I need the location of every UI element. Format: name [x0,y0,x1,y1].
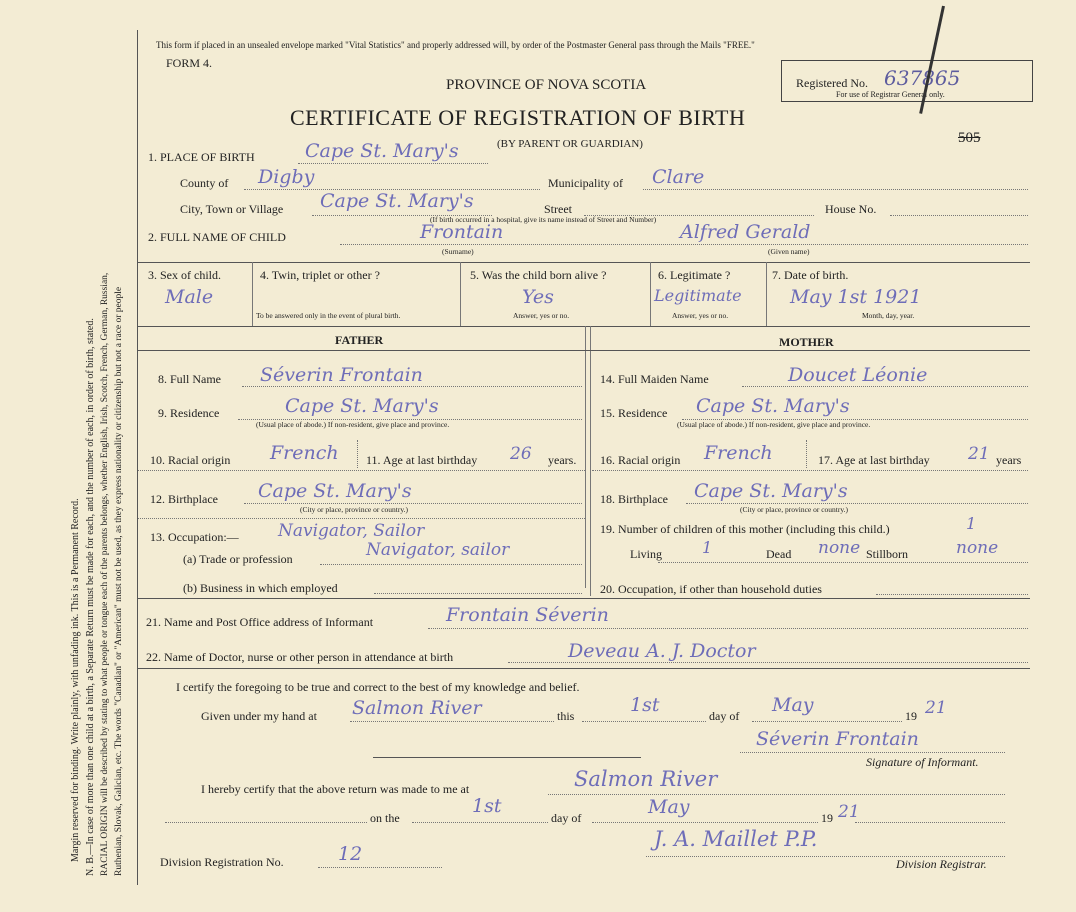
place-of-birth-label: 1. PLACE OF BIRTH [148,150,255,164]
place-of-birth-value: Cape St. Mary's [305,140,459,162]
registrar-place-value: Salmon River [574,767,718,791]
margin-note-racial: RACIAL ORIGIN will be described by stating to what people or tongue each of the parents belongs, whether English, Irish, Scotch, French, German, Russian, [100,272,110,876]
row3-div-2 [460,262,461,326]
division-label: Division Registration No. [160,855,284,869]
registrar-day-line [412,822,548,823]
mother-birthplace-caption: (City or place, province or country.) [740,505,849,514]
father-trade-value: Navigator, sailor [366,540,510,560]
given-place-value: Salmon River [352,697,482,719]
stillborn-value: none [956,538,999,558]
certify-separator [373,757,641,758]
informant-line [428,628,1028,629]
registrar-year-value: 21 [838,802,860,822]
living-label: Living [630,547,662,561]
row3-div-4 [766,262,767,326]
heading-underline [138,350,1030,351]
doctor-label: 22. Name of Doctor, nurse or other person in attendance at birth [146,650,454,664]
father-racial-line [138,470,585,471]
mother-age-value: 21 [968,444,990,464]
mother-residence-label: 15. Residence [600,406,668,420]
parents-bottom-line [138,598,1030,599]
county-value: Digby [258,166,315,188]
father-age-label: 11. Age at last birthday [366,453,478,467]
mother-racial-line [592,470,1028,471]
father-occupation-label: 13. Occupation:— [150,530,239,544]
father-birthplace-label: 12. Birthplace [150,492,218,506]
mother-occupation-line [876,594,1028,595]
mother-children-line [658,562,1028,563]
informant-signature: Séverin Frontain [756,728,919,750]
given-place-line [350,721,554,722]
mother-heading: MOTHER [779,335,834,349]
father-birthplace-line [244,503,582,504]
house-label: House No. [825,202,877,216]
doctor-bottom-line [138,668,1030,669]
father-occupation-value: Navigator, Sailor [278,521,425,541]
father-name-label: 8. Full Name [158,372,221,386]
registrar-on-the-label: on the [370,811,400,825]
certificate-title: CERTIFICATE OF REGISTRATION OF BIRTH [290,105,746,130]
street-label: Street [544,202,572,216]
child-surname: Frontain [420,221,504,243]
father-residence-value: Cape St. Mary's [285,395,439,417]
given-caption: (Given name) [768,247,810,256]
father-age-value: 26 [510,444,532,464]
parents-divider-b [590,326,591,596]
informant-value: Frontain Séverin [446,604,609,626]
form-number: FORM 4. [166,56,213,70]
row3-bottom-line [138,326,1030,327]
child-name-line [340,244,1028,245]
division-line [318,867,442,868]
certificate-subtitle: (BY PARENT OR GUARDIAN) [497,138,643,150]
margin-note-binding: Margin reserved for binding. Write plainly, with unfading ink. This is a Permanent Record. [70,498,81,862]
child-name-label: 2. FULL NAME OF CHILD [148,230,286,244]
mail-notice: This form if placed in an unsealed envelope marked "Vital Statistics" and properly addressed will, by order of the Postmaster General pass through the Mails "FREE." [156,40,755,50]
division-value: 12 [338,843,363,865]
mother-birthplace-line [686,503,1028,504]
row3-div-1 [252,262,253,326]
mother-children-value: 1 [966,514,977,533]
mother-residence-value: Cape St. Mary's [696,395,850,417]
doctor-value: Deveau A. J. Doctor [568,640,756,662]
given-day-of-label: day of [709,709,740,723]
sex-label: 3. Sex of child. [148,268,221,282]
margin-note-racial-cont: Ruthenian, Slovak, Galician, etc. The words "Canadian" or "American" must not be used, as they express nationality or citizenship but not a race or people [114,286,124,876]
date-of-birth-value: May 1st 1921 [790,286,922,308]
father-age-unit: years. [548,453,577,467]
mother-name-label: 14. Full Maiden Name [600,372,709,386]
legitimate-caption: Answer, yes or no. [672,311,729,320]
father-business-line [374,593,582,594]
twin-label: 4. Twin, triplet or other ? [260,268,380,282]
registrar-pre-line [165,822,367,823]
mother-name-value: Doucet Léonie [788,364,928,386]
father-residence-label: 9. Residence [158,406,220,420]
father-trade-label: (a) Trade or profession [183,552,293,566]
mother-age-label: 17. Age at last birthday [818,453,930,467]
given-month-line [752,721,902,722]
parents-divider-a [585,326,586,588]
twin-note: To be answered only in the event of plural birth. [256,311,401,320]
dead-value: none [818,538,861,558]
registrar-day-value: 1st [472,795,502,817]
legitimate-label: 6. Legitimate ? [658,268,731,282]
municipality-label: Municipality of [548,176,623,190]
given-this-label: this [557,709,575,723]
given-hand-label: Given under my hand at [201,709,317,723]
date-of-birth-label: 7. Date of birth. [772,268,849,282]
date-caption: Month, day, year. [862,311,915,320]
informant-signature-caption: Signature of Informant. [866,755,979,769]
city-label: City, Town or Village [180,202,284,216]
sex-value: Male [165,286,214,308]
father-trade-line [320,564,582,565]
registrar-month-value: May [648,796,690,818]
father-residence-caption: (Usual place of abode.) If non-resident, give place and province. [256,420,450,429]
registrar-year-prefix: 19 [821,811,833,825]
registrar-year-line [855,822,1005,823]
father-name-value: Séverin Frontain [260,364,423,386]
margin-note-nb: N. B.—In case of more than one child at a birth, a Separate Return must be made for each, and the number of each, in order of birth, stated. [85,318,96,876]
informant-label: 21. Name and Post Office address of Informant [146,615,374,629]
crossed-number: 505 [958,130,981,146]
child-given-name: Alfred Gerald [680,221,811,243]
father-heading: FATHER [335,333,384,347]
father-racial-divider [357,440,358,468]
left-border [137,30,138,885]
registrar-place-line [548,794,1005,795]
registrar-month-line [592,822,818,823]
registrar-statement: I hereby certify that the above return was made to me at [201,782,470,796]
registrar-use-note: For use of Registrar General only. [836,90,945,99]
legitimate-value: Legitimate [654,286,742,305]
place-line [298,163,488,164]
father-racial-value: French [270,442,339,464]
mother-age-unit: years [996,453,1022,467]
county-label: County of [180,176,229,190]
father-birthplace-value: Cape St. Mary's [258,480,412,502]
city-value: Cape St. Mary's [320,190,474,212]
surname-caption: (Surname) [442,247,474,256]
doctor-line [508,662,1028,663]
mother-residence-caption: (Usual place of abode.) If non-resident, give place and province. [677,420,871,429]
registered-number: 637865 [884,66,961,90]
given-year-prefix: 19 [905,709,917,723]
mother-birthplace-value: Cape St. Mary's [694,480,848,502]
living-value: 1 [702,538,713,557]
province-title: PROVINCE OF NOVA SCOTIA [446,77,647,93]
registrar-signature: J. A. Maillet P.P. [654,827,818,851]
registrar-day-of-label: day of [551,811,582,825]
row3-top-line [138,262,1030,263]
mother-racial-label: 16. Racial origin [600,453,681,467]
registered-label: Registered No. [796,76,868,90]
dead-label: Dead [766,547,792,561]
alive-label: 5. Was the child born alive ? [470,268,607,282]
municipality-value: Clare [652,166,705,188]
row3-div-3 [650,262,651,326]
mother-children-label: 19. Number of children of this mother (including this child.) [600,522,890,536]
father-name-line [242,386,582,387]
certify-statement: I certify the foregoing to be true and correct to the best of my knowledge and belief. [176,680,580,694]
father-birthplace-caption: (City or place, province or country.) [300,505,409,514]
house-line [890,215,1028,216]
given-day-line [582,721,706,722]
father-racial-label: 10. Racial origin [150,453,231,467]
given-day-value: 1st [630,694,660,716]
municipality-line [643,189,1028,190]
mother-name-line [742,386,1028,387]
alive-caption: Answer, yes or no. [513,311,570,320]
mother-occupation-label: 20. Occupation, if other than household duties [600,582,822,596]
informant-signature-line [740,752,1005,753]
stillborn-label: Stillborn [866,547,909,561]
father-business-label: (b) Business in which employed [183,581,338,595]
given-month-value: May [772,694,814,716]
alive-value: Yes [522,286,554,308]
given-year-value: 21 [925,698,947,718]
hospital-note: (If birth occurred in a hospital, give its name instead of Street and Number) [430,215,657,224]
mother-racial-divider [806,440,807,468]
mother-birthplace-label: 18. Birthplace [600,492,668,506]
registrar-signature-caption: Division Registrar. [896,857,987,871]
mother-racial-value: French [704,442,773,464]
father-birth-sep [138,518,585,519]
